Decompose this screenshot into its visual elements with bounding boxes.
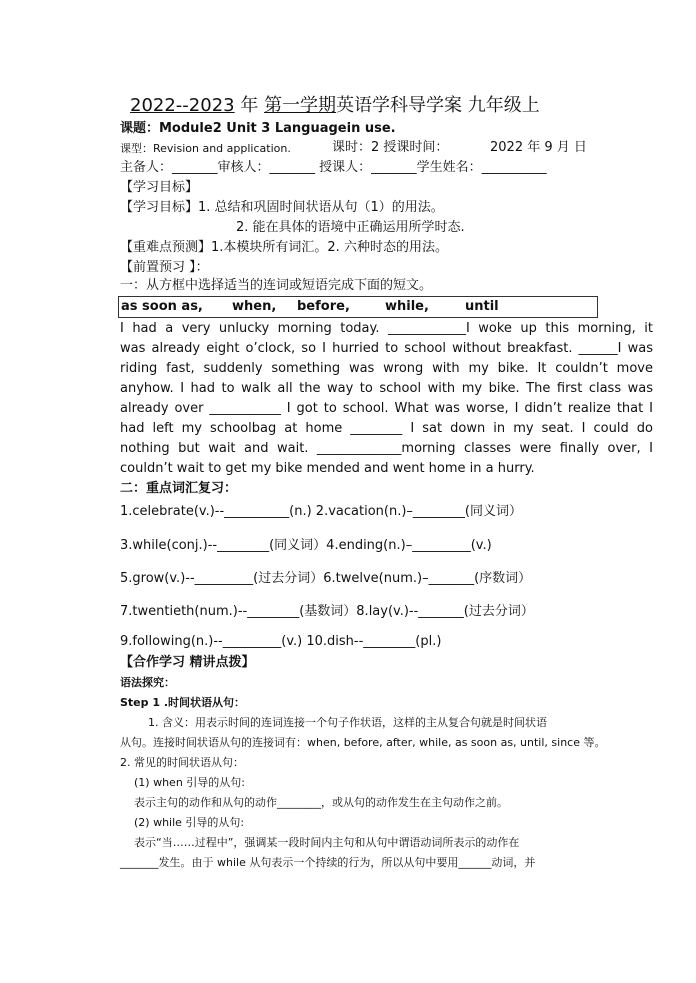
common-clauses-label: 2. 常见的时间状语从句： xyxy=(120,756,244,769)
objective-2: 2. 能在具体的语境中正确运用所学时态. xyxy=(236,220,465,235)
while-clause-title: (2) while 引导的从句: xyxy=(134,816,245,829)
title-term: 第一学期 xyxy=(264,95,337,116)
word-bank-item: until xyxy=(465,299,499,314)
title-year-label: 年 xyxy=(234,95,265,116)
word-bank-box xyxy=(118,296,598,318)
passage-line: already over ___________ I got to school. What was worse, I didn’t realize that I xyxy=(120,401,653,416)
vocab-row: 9.following(n.)--_________(v.) 10.dish--________(pl.) xyxy=(120,634,442,649)
while-clause-desc-2: _______发生。由于 while 从句表示一个持续的行为，所以从句中要用______动词，并 xyxy=(120,856,536,869)
exercise1-instruction: 一：从方框中选择适当的连词或短语完成下面的短文。 xyxy=(120,278,433,293)
passage-line: was already eight o’clock, so I hurried to school without breakfast. ______I was xyxy=(120,341,653,356)
definition-line-1: 1. 含义：用表示时间的连词连接一个句子作状语，这样的主从复合句就是时间状语 xyxy=(148,716,547,729)
passage-line: riding fast, suddenly something was wrong with my bike. It couldn’t move xyxy=(120,361,653,376)
topic-line: 课题：Module2 Unit 3 Languagein use. xyxy=(120,121,396,136)
vocab-row: 1.celebrate(v.)--__________(n.) 2.vacation(n.)–________(同义词） xyxy=(120,504,522,519)
word-bank-item: as soon as, xyxy=(121,299,203,314)
lesson-type: 课型：Revision and application. xyxy=(120,142,291,155)
title-subject: 英语学科导学案 xyxy=(336,95,463,116)
vocab-row: 3.while(conj.)--________(同义词）4.ending(n.)–_________(v.) xyxy=(120,538,492,553)
keypoints-line: 【重难点预测】1.本模块所有词汇。2. 六种时态的用法。 xyxy=(120,240,448,255)
while-clause-desc-1: 表示“当……过程中”，强调某一段时间内主句和从句中谓语动词所表示的动作在 xyxy=(134,836,520,849)
lesson-date: 2022 年 9 月 日 xyxy=(490,140,587,155)
definition-line-2: 从句。连接时间状语从句的连接词有：when, before, after, while, as soon as, until, since 等。 xyxy=(120,736,606,749)
preview-heading: 【前置预习 】： xyxy=(120,260,209,275)
cooperative-heading: 【合作学习 精讲点拨】 xyxy=(120,655,255,670)
page-title xyxy=(130,95,540,117)
staff-line: 主备人：_______审核人：_______ 授课人：_______学生姓名：__________ xyxy=(120,160,547,175)
grammar-label: 语法探究： xyxy=(120,676,175,689)
objective-1: 【学习目标】1. 总结和巩固时间状语从句（1）的用法。 xyxy=(120,200,444,215)
when-clause-title: (1) when 引导的从句: xyxy=(134,776,245,789)
passage-line: had left my schoolbag at home ________ I sat down in my seat. I could do xyxy=(120,421,653,436)
passage-line: I had a very unlucky morning today. ____________I woke up this morning, it xyxy=(120,321,653,336)
word-bank-item: when, xyxy=(232,299,277,314)
word-bank-item: before, xyxy=(297,299,350,314)
objectives-heading: 【学习目标】 xyxy=(120,180,199,195)
word-bank-item: while, xyxy=(385,299,429,314)
vocab-row: 5.grow(v.)--_________(过去分词）6.twelve(num.)–_______(序数词） xyxy=(120,571,532,586)
vocab-heading: 二：重点词汇复习： xyxy=(120,481,238,496)
passage-line: anyhow. I had to walk all the way to school with my bike. The first class was xyxy=(120,381,653,396)
title-grade: 九年级上 xyxy=(462,95,540,116)
title-years: 2022--2023 xyxy=(130,95,235,116)
passage-line: nothing but wait and wait. _____________morning classes were finally over, I xyxy=(120,441,653,456)
vocab-row: 7.twentieth(num.)--________(基数词）8.lay(v.)--_______(过去分词） xyxy=(120,604,534,619)
passage-line: couldn’t wait to get my bike mended and went home in a hurry. xyxy=(120,461,535,476)
step1-label: Step 1 .时间状语从句： xyxy=(120,696,246,709)
lesson-hours: 课时：2 授课时间： xyxy=(332,140,449,155)
when-clause-desc: 表示主句的动作和从句的动作________，或从句的动作发生在主句动作之前。 xyxy=(134,796,508,809)
